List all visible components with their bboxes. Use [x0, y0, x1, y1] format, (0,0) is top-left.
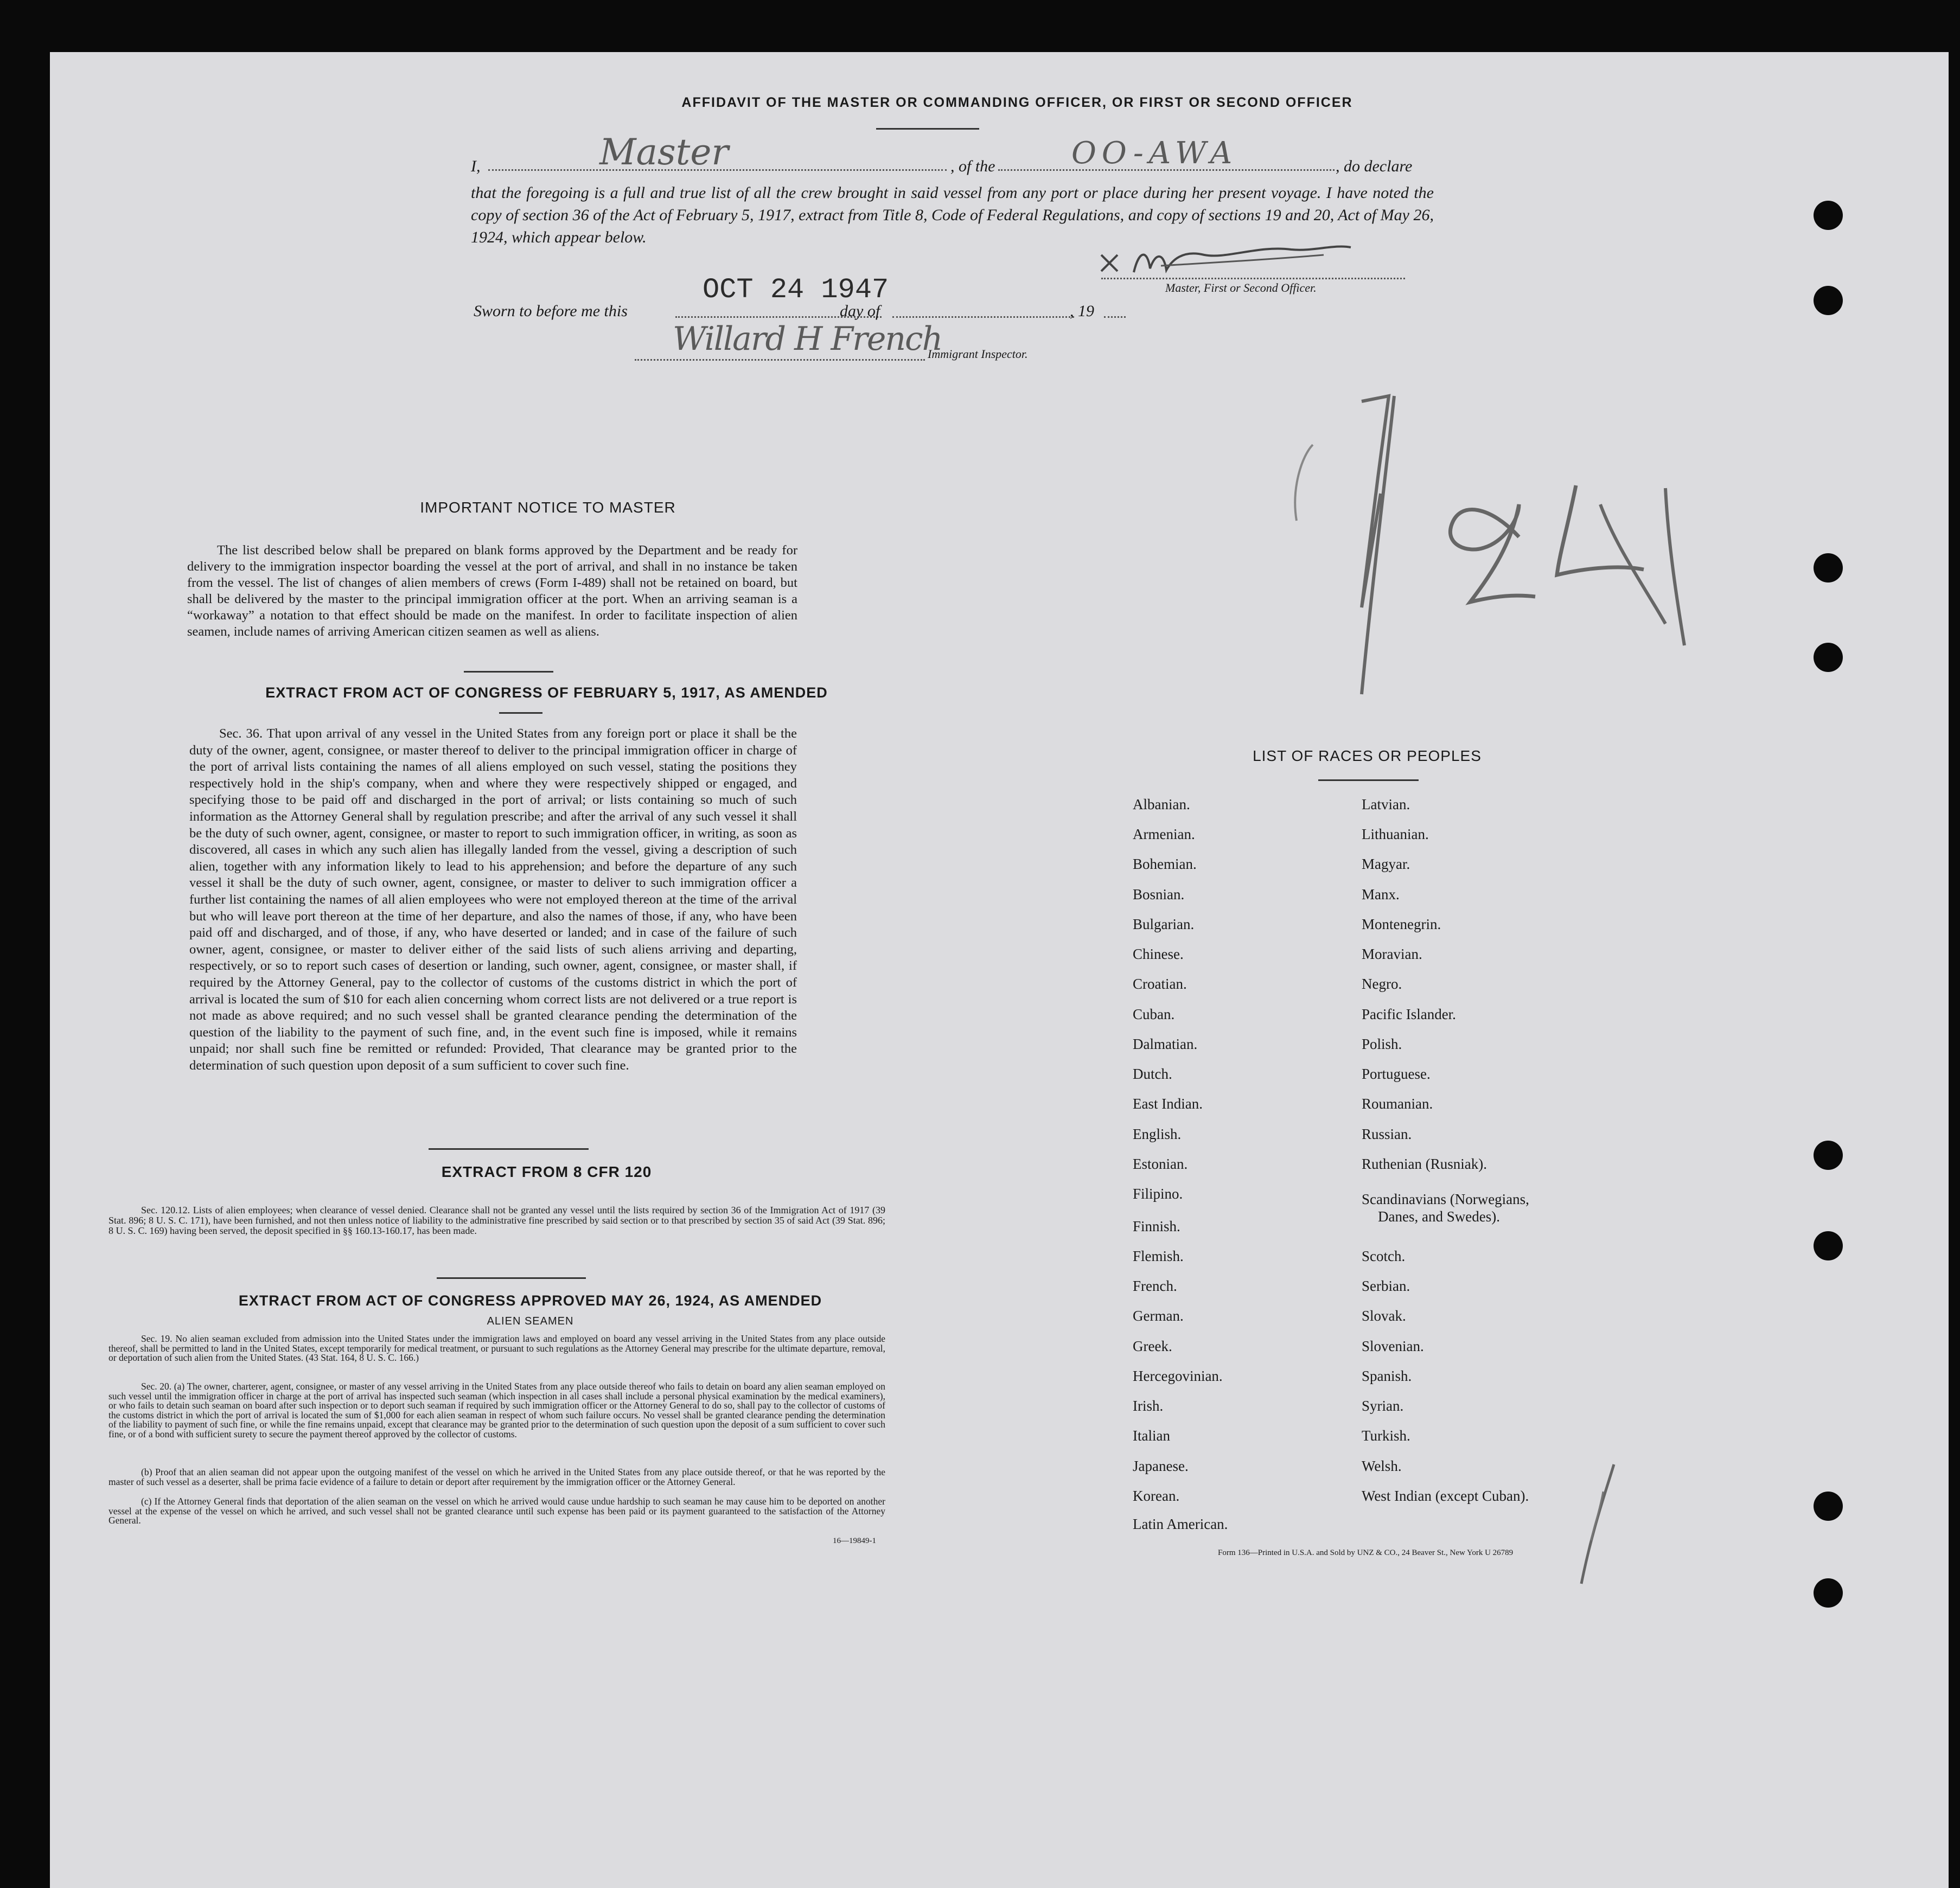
race-item: Hercegovinian.	[1133, 1368, 1223, 1384]
sworn-label: Sworn to before me this	[474, 302, 628, 320]
sec19-text: Sec. 19. No alien seaman excluded from admission into the United States under the immigration laws and employed on board any vessel arriving in the United States from any place outside thereof, shall be permitted to land in the United States, except temporarily for medical treatment, or pursuant to such regulations as the Attorney General may prescribe for the ultimate departure, removal, or deportation of such alien from the United States. (43 Stat. 164, 8 U. S. C. 166.)	[108, 1333, 885, 1363]
race-item: Welsh.	[1362, 1458, 1402, 1474]
extract-cfr-body: Sec. 120.12. Lists of alien employees; when clearance of vessel denied. Clearance shall not be granted any vessel until the lists required by section 36 of the Immigration Act of 1917 (39 Stat. 896; 8 U. S. C. 171), have been furnished, and not then unless notice of liability to the administrative fine prescribed by said section or to that prescribed by section 35 of said Act (39 Stat. 896; 8 U. S. C. 169) having been served, the deposit specified in §§ 160.13-160.17, has been made.	[108, 1205, 885, 1236]
punch-hole	[1814, 1578, 1843, 1608]
extract-cfr-title: EXTRACT FROM 8 CFR 120	[441, 1163, 652, 1180]
inspector-label: Immigrant Inspector.	[928, 347, 1028, 361]
race-item: East Indian.	[1133, 1096, 1203, 1112]
race-item: Italian	[1133, 1428, 1170, 1444]
punch-hole	[1814, 1141, 1843, 1170]
race-item: Scotch.	[1362, 1248, 1406, 1264]
race-item: Slovenian.	[1362, 1338, 1424, 1354]
sec20b-text: (b) Proof that an alien seaman did not appear upon the outgoing manifest of the vessel on which he arrived in the United States from any place outside thereof, or that he was reported by the master of such vessel as a deserter, shall be prima facie evidence of a failure to detain or deport after requirement by the immigration officer or the Attorney General.	[108, 1467, 885, 1487]
races-title: LIST OF RACES OR PEOPLES	[1253, 747, 1482, 764]
pencil-annotation	[1264, 391, 1698, 700]
race-item: Polish.	[1362, 1036, 1402, 1052]
race-item: Portuguese.	[1362, 1066, 1431, 1082]
year-label: , 19	[1070, 302, 1094, 320]
declare-label: , do declare	[1336, 157, 1413, 175]
race-item: Chinese.	[1133, 946, 1184, 962]
divider	[429, 1148, 589, 1150]
declaration-text: that the foregoing is a full and true list of all the crew brought in said vessel from any port or place during her present voyage. I have noted the copy of section 36 of the Act of February 5, 1917, extract from Title 8, Code of Federal Regulations, and copy of sections 19 and 20, Act of May 26, 1924, which appear below.	[471, 184, 1434, 246]
signature-label: Master, First or Second Officer.	[1165, 281, 1317, 295]
race-item: Danes, and Swedes).	[1378, 1208, 1500, 1225]
sec20c-text: (c) If the Attorney General finds that deportation of the alien seaman on the vessel on which he arrived would cause undue hardship to such seaman he may cause him to be deported on another vessel at the expense of the vessel on which he arrived, and such vessel shall not be granted clearance until such expense has been paid or its payment guaranteed to the satisfaction of the Attorney General.	[108, 1496, 885, 1526]
sec20a-text: Sec. 20. (a) The owner, charterer, agent, consignee, or master of any vessel arriving in the United States from any place outside thereof who fails to detain on board any alien seaman employed on such vessel until the immigration officer in charge at the port of arrival has inspected such seaman (which inspection in all cases shall include a personal physical examination by the medical examiners), or who fails to detain such seaman on board after such inspection or to deport such seaman if required by such immigration officer or the Attorney General to do so, shall pay to the collector of customs of the customs district in which the port of arrival is located the sum of $1,000 for each alien seaman in respect of whom such failure occurs. No vessel shall be granted clearance pending the determination of the liability to payment of such fine, or while the fine remains unpaid, except that clearance may be granted prior to the determination of such question upon the deposit of a sum sufficient to cover such fine, or of a bond with sufficient surety to secure the payment thereof approved by the collector of customs.	[108, 1381, 885, 1439]
signature-line	[1101, 278, 1405, 279]
master-signature	[1096, 239, 1356, 287]
master-handwritten: Master	[599, 131, 729, 173]
race-item: Flemish.	[1133, 1248, 1184, 1264]
affidavit-title: AFFIDAVIT OF THE MASTER OR COMMANDING OFFICER, OR FIRST OR SECOND OFFICER	[681, 95, 1353, 110]
race-item: Roumanian.	[1362, 1096, 1433, 1112]
race-item: Latin American.	[1133, 1516, 1228, 1532]
race-item: Filipino.	[1133, 1186, 1183, 1202]
race-item: Spanish.	[1362, 1368, 1412, 1384]
date-stamp: OCT 24 1947	[703, 274, 889, 306]
divider	[1318, 779, 1419, 781]
race-item: Armenian.	[1133, 826, 1195, 842]
punch-hole	[1814, 286, 1843, 315]
race-item: Bulgarian.	[1133, 916, 1195, 932]
race-item: Turkish.	[1362, 1428, 1410, 1444]
race-item: Scandinavians (Norwegians,	[1362, 1191, 1529, 1207]
race-item: Irish.	[1133, 1398, 1164, 1414]
inspector-line	[635, 359, 925, 361]
race-item: Russian.	[1362, 1126, 1412, 1142]
race-item: Syrian.	[1362, 1398, 1404, 1414]
race-item: Dutch.	[1133, 1066, 1172, 1082]
race-item: Ruthenian (Rusniak).	[1362, 1156, 1487, 1172]
punch-hole	[1814, 1231, 1843, 1260]
race-item: Negro.	[1362, 976, 1402, 992]
year-line	[1104, 316, 1126, 318]
race-item: West Indian (except Cuban).	[1362, 1488, 1529, 1504]
race-item: Dalmatian.	[1133, 1036, 1198, 1052]
divider	[876, 128, 979, 130]
divider	[437, 1277, 586, 1279]
race-item: Albanian.	[1133, 796, 1190, 812]
extract-1917-body: Sec. 36. That upon arrival of any vessel in the United States from any foreign port or place it shall be the duty of the owner, agent, consignee, or master thereof to deliver to the principal immigration officer in charge of the port of arrival lists containing the names of all aliens employed on such vessel, stating the positions they respectively hold in the ship's company, when and where they were respectively shipped or engaged, and specifying those to be paid off and discharged in the port of arrival; or lists containing so much of such information as the Attorney General shall by regulation prescribe; and after the arrival of any such vessel it shall be the duty of such owner, agent, consignee, or master to report to such immigration officer, in writing, as soon as discovered, all cases in which any such alien has illegally landed from the vessel, giving a description of such alien, together with any information likely to lead to his apprehension; and before the departure of any such vessel it shall be the duty of such owner, agent, consignee, or master to deliver to such immigration officer a further list containing the names of all alien employees who were not employed thereon at the time of the arrival but who will leave port thereon at the time of her departure, and also the names of those, if any, who have been paid off and discharged, and of those, if any, who have deserted or landed; and in case of the failure of such owner, agent, consignee, or master to deliver either of the said lists of such aliens arriving and departing, respectively, or so to report such cases of desertion or landing, such owner, agent, consignee, or master shall, if required by the Attorney General, pay to the collector of customs of the customs district in which the port of arrival is located the sum of $10 for each alien concerning whom correct lists are not delivered or a true report is not made as above required; and no such vessel shall be granted clearance pending the determination of the question of the liability to the payment of such fine, and, in the event such fine is imposed, while it remains unpaid; nor shall such fine be remitted or refunded: Provided, That clearance may be granted prior to the determination of such question upon deposit of a sum sufficient to cover such fine.	[189, 726, 797, 1073]
day-of-label: day of	[840, 302, 880, 320]
inspector-signature: Willard H French	[673, 320, 942, 358]
race-item: Manx.	[1362, 886, 1400, 903]
race-item: Korean.	[1133, 1488, 1180, 1504]
race-item: French.	[1133, 1278, 1177, 1294]
form-code: 16—19849-1	[833, 1537, 876, 1545]
race-item: Bohemian.	[1133, 856, 1197, 872]
punch-hole	[1814, 1492, 1843, 1521]
race-item: Pacific Islander.	[1362, 1006, 1456, 1022]
race-item: Estonian.	[1133, 1156, 1188, 1172]
race-item: Serbian.	[1362, 1278, 1410, 1294]
race-item: Croatian.	[1133, 976, 1187, 992]
month-line	[892, 316, 1074, 318]
notice-title: IMPORTANT NOTICE TO MASTER	[420, 499, 676, 516]
race-item: Lithuanian.	[1362, 826, 1429, 842]
race-item: Magyar.	[1362, 856, 1410, 872]
punch-hole	[1814, 201, 1843, 230]
race-item: Moravian.	[1362, 946, 1422, 962]
pencil-check-mark	[1576, 1459, 1619, 1589]
race-item: Japanese.	[1133, 1458, 1189, 1474]
divider	[464, 671, 553, 673]
extract-1924-subtitle: ALIEN SEAMEN	[487, 1315, 574, 1327]
race-item: Bosnian.	[1133, 886, 1185, 903]
i-label: I,	[471, 157, 481, 175]
extract-1917-title: EXTRACT FROM ACT OF CONGRESS OF FEBRUARY 5, 1917, AS AMENDED	[265, 684, 828, 701]
punch-hole	[1814, 553, 1843, 583]
divider	[499, 712, 542, 714]
annotation-text	[0, 0, 1, 1]
notice-body: The list described below shall be prepared on blank forms approved by the Department and be ready for delivery to the immigration inspector boarding the vessel at the port of arrival, and shall in no instance be taken from the vessel. The list of changes of alien members of crews (Form I-489) shall not be retained on board, but shall be delivered by the master to the principal immigration officer at the port. When an arriving seaman is a “workaway” a notation to that effect should be made on the manifest. In order to facilitate inspection of alien seamen, include names of arriving American citizen seamen as well as aliens.	[187, 543, 797, 639]
race-item: Montenegrin.	[1362, 916, 1441, 932]
race-item: English.	[1133, 1126, 1182, 1142]
race-item: Greek.	[1133, 1338, 1172, 1354]
race-item: Slovak.	[1362, 1308, 1406, 1324]
of-the-label: , of the	[950, 157, 995, 175]
vessel-handwritten: OO-AWA	[1071, 136, 1238, 171]
race-item: German.	[1133, 1308, 1184, 1324]
form-footer: Form 136—Printed in U.S.A. and Sold by UNZ & CO., 24 Beaver St., New York U 26789	[1218, 1548, 1514, 1557]
punch-hole	[1814, 643, 1843, 672]
race-item: Cuban.	[1133, 1006, 1175, 1022]
race-item: Latvian.	[1362, 796, 1410, 812]
extract-1924-title: EXTRACT FROM ACT OF CONGRESS APPROVED MAY 26, 1924, AS AMENDED	[238, 1292, 822, 1309]
race-item: Finnish.	[1133, 1218, 1180, 1234]
